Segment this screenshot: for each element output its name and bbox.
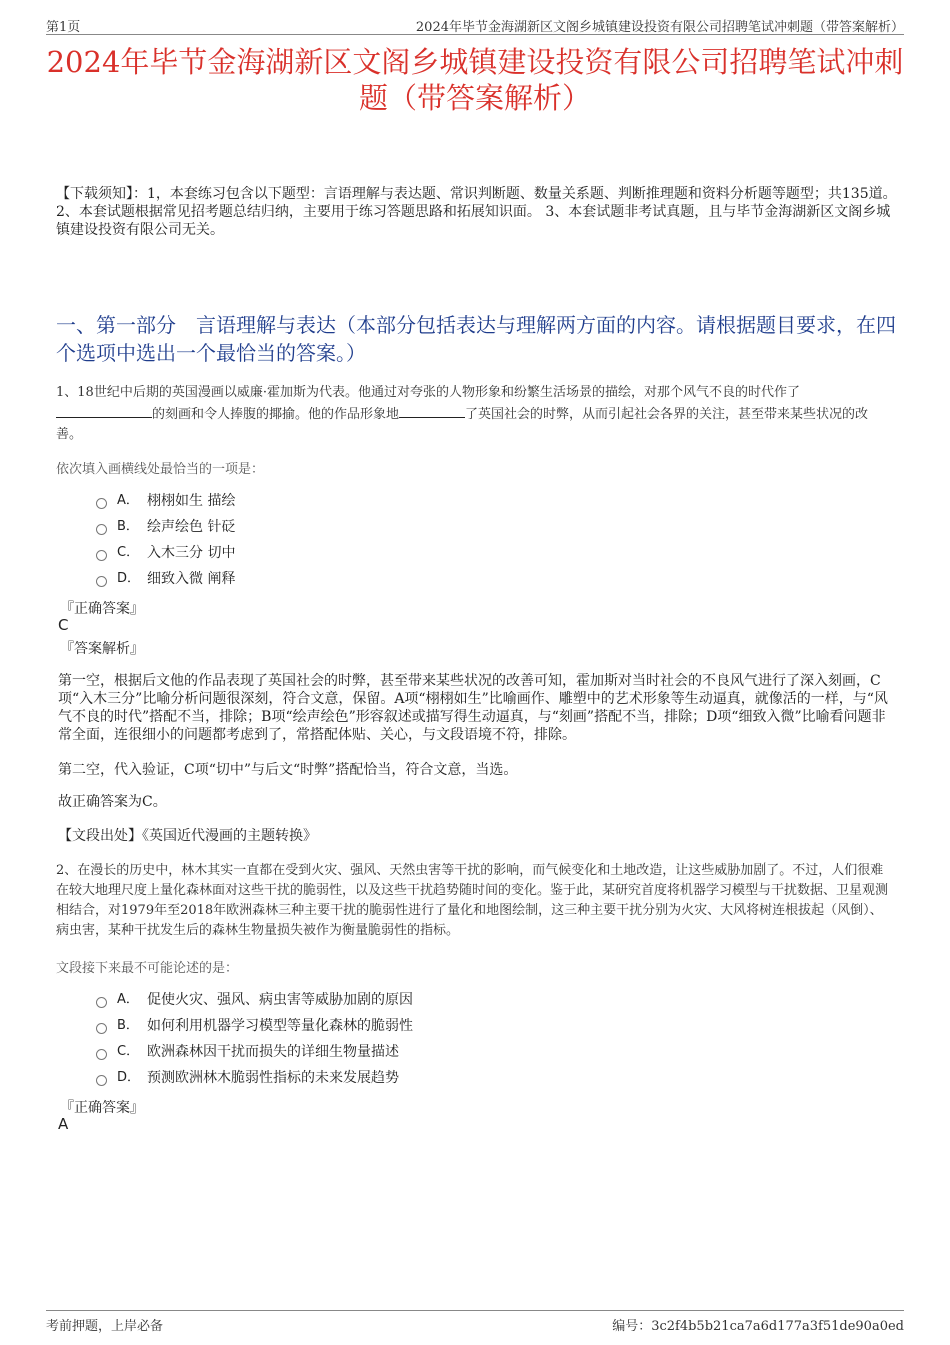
radio-icon[interactable] [96, 1049, 107, 1060]
question-2-answer: A [58, 1115, 69, 1133]
page-header [46, 14, 904, 35]
question-1-analysis-label: 『答案解析』 [60, 641, 144, 657]
radio-icon[interactable] [96, 524, 107, 535]
download-notice: 【下载须知】：1，本套练习包含以下题型：言语理解与表达题、常识判断题、数量关系题、判断推理题和资料分析题等题型；共135道。 2、本套试题根据常见招考题总结归纳，主要用于练习答题思路和拓展知识面。 3、本套试题非考试真题，且与毕节金海湖新区文阁乡城镇建设投资有限公司无关。 [56, 186, 897, 238]
question-1-option-b[interactable]: B． 绘声绘色 针砭 [96, 514, 235, 540]
question-1-text-part1: 1、18世纪中后期的英国漫画以威廉·霍加斯为代表。他通过对夸张的人物形象和纷繁生活场景的描绘，对那个风气不良的时代作了 [56, 385, 800, 400]
question-1-analysis-3: 故正确答案为C。 [58, 794, 167, 810]
question-1-answer-label: 『正确答案』 [60, 601, 144, 617]
fill-blank-2 [399, 403, 465, 418]
radio-icon[interactable] [96, 576, 107, 587]
radio-icon[interactable] [96, 498, 107, 509]
radio-icon[interactable] [96, 1075, 107, 1086]
question-2-option-d[interactable]: D． 预测欧洲林木脆弱性指标的未来发展趋势 [96, 1065, 413, 1091]
question-2-options [96, 987, 413, 1091]
question-1-source: 【文段出处】《英国近代漫画的主题转换》 [58, 828, 317, 844]
radio-icon[interactable] [96, 1023, 107, 1034]
footer-doc-id: 编号：3c2f4b5b21ca7a6d177a3f51de90a0ed [612, 1319, 904, 1334]
question-1-answer: C [58, 616, 69, 634]
question-2-option-c[interactable]: C． 欧洲森林因干扰而损失的详细生物量描述 [96, 1039, 413, 1065]
question-2-instruction: 文段接下来最不可能论述的是： [56, 961, 239, 976]
footer-slogan: 考前押题，上岸必备 [46, 1319, 164, 1334]
page-footer [46, 1310, 904, 1335]
question-2-option-b[interactable]: B． 如何利用机器学习模型等量化森林的脆弱性 [96, 1013, 413, 1039]
question-1-text [56, 383, 894, 445]
question-1-text-part2: 的刻画和令人捧腹的揶揄。他的作品形象地 [152, 407, 400, 422]
question-2-text: 2、在漫长的历史中，林木其实一直都在受到火灾、强风、天然虫害等干扰的影响，而气候变化和土地改造，让这些威胁加剧了。不过，人们很难在较大地理尺度上量化森林面对这些干扰的脆弱性，以及这些干扰趋势随时间的变化。鉴于此，某研究首度将机器学习模型与干扰数据、卫星观测相结合，对1979年至2018年欧洲森林三种主要干扰的脆弱性进行了量化和地图绘制，这三种主要干扰分别为火灾、大风将树连根拔起（风倒）、病虫害，某种干扰发生后的森林生物量损失被作为衡量脆弱性的指标。 [56, 863, 889, 938]
fill-blank-1 [56, 403, 152, 418]
header-doc-title: 2024年毕节金海湖新区文阁乡城镇建设投资有限公司招聘笔试冲刺题（带答案解析） [415, 20, 904, 35]
question-1-instruction: 依次填入画横线处最恰当的一项是： [56, 462, 265, 477]
question-1-option-a[interactable]: A． 栩栩如生 描绘 [96, 488, 235, 514]
page-number: 第1页 [46, 20, 81, 35]
radio-icon[interactable] [96, 997, 107, 1008]
question-2-option-a[interactable]: A． 促使火灾、强风、病虫害等威胁加剧的原因 [96, 987, 413, 1013]
question-1-option-c[interactable]: C． 入木三分 切中 [96, 540, 235, 566]
question-1-options [96, 488, 235, 592]
question-1-option-d[interactable]: D． 细致入微 阐释 [96, 566, 235, 592]
document-title: 2024年毕节金海湖新区文阁乡城镇建设投资有限公司招聘笔试冲刺题（带答案解析） [46, 45, 904, 115]
question-1-analysis-2: 第二空，代入验证，C项“切中”与后文“时弊”搭配恰当，符合文意，当选。 [58, 762, 518, 778]
question-2-answer-label: 『正确答案』 [60, 1100, 144, 1116]
radio-icon[interactable] [96, 550, 107, 561]
question-1-text-part3: 了英国社会的时弊，从而引起社会各界的关注，甚至带来某些状况的改善。 [56, 407, 869, 442]
section-heading: 一、第一部分 言语理解与表达（本部分包括表达与理解两方面的内容。请根据题目要求，在四个选项中选出一个最恰当的答案。） [56, 313, 896, 365]
question-1-analysis-1: 第一空，根据后文他的作品表现了英国社会的时弊，甚至带来某些状况的改善可知，霍加斯对当时社会的不良风气进行了深入刻画，C项“入木三分”比喻分析问题很深刻，符合文意，保留。A项“栩栩如生”比喻画作、雕塑中的艺术形象等生动逼真，就像活的一样，与“风气不良的时代”搭配不当，排除；B项“绘声绘色”形容叙述或描写得生动逼真，与“刻画”搭配不当，排除；D项“细致入微”比喻看问题非常全面，连很细小的问题都考虑到了，常搭配体贴、关心，与文段语境不符，排除。 [58, 673, 888, 743]
